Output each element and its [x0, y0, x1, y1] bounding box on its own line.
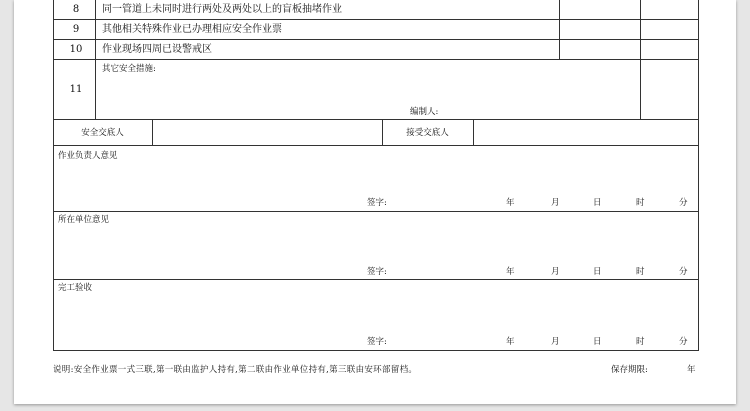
row-line [53, 211, 699, 212]
col-divider-confirm [559, 0, 560, 60]
measure-text: 作业现场四周已设警戒区 [102, 44, 212, 55]
table-right-border [698, 0, 699, 350]
safety-briefer-label: 安全交底人 [81, 128, 124, 138]
safety-briefer-field[interactable] [153, 121, 381, 144]
sign-label: 签字: [367, 267, 387, 277]
footer-note: 说明:安全作业票一式三联,第一联由监护人持有,第二联由作业单位持有,第三联由安环部留档。 [53, 365, 418, 375]
row-line [53, 145, 699, 146]
measure-text: 其他相关特殊作业已办理相应安全作业票 [102, 24, 282, 35]
other-measures-no: 11 [69, 84, 83, 95]
sections-left-border [53, 145, 54, 350]
minute-label: 分 [679, 267, 688, 277]
hour-label: 时 [636, 337, 645, 347]
measure-no: 8 [72, 4, 80, 15]
month-label: 月 [551, 267, 560, 277]
year-label: 年 [506, 198, 515, 208]
section-title: 作业负责人意见 [58, 151, 118, 161]
table-left-border [53, 0, 54, 120]
day-label: 日 [593, 198, 602, 208]
month-label: 月 [551, 337, 560, 347]
other-measures-label: 其它安全措施: [102, 64, 156, 74]
retention-label: 保存期限: [611, 365, 648, 375]
hour-label: 时 [636, 267, 645, 277]
section-title: 完工验收 [58, 283, 93, 293]
row-line [53, 39, 699, 40]
measure-no: 10 [69, 44, 83, 55]
sign-label: 签字: [367, 337, 387, 347]
hour-label: 时 [636, 198, 645, 208]
day-label: 日 [593, 337, 602, 347]
minute-label: 分 [679, 337, 688, 347]
section-title: 所在单位意见 [58, 215, 110, 225]
briefing-receiver-field[interactable] [474, 121, 697, 144]
row-line [53, 119, 699, 120]
measure-text: 同一管道上未同时进行两处及两处以上的盲板抽堵作业 [102, 4, 342, 15]
col-divider-no [95, 0, 96, 120]
row-line [53, 19, 699, 20]
month-label: 月 [551, 198, 560, 208]
row-line [53, 59, 699, 60]
row-line [53, 279, 699, 280]
retention-unit: 年 [687, 365, 696, 375]
sign-label: 签字: [367, 198, 387, 208]
table-bottom-border [53, 350, 699, 351]
minute-label: 分 [679, 198, 688, 208]
briefing-receiver-label: 接受交底人 [406, 128, 449, 138]
year-label: 年 [506, 267, 515, 277]
year-label: 年 [506, 337, 515, 347]
col-divider-check [640, 0, 641, 120]
measure-no: 9 [72, 24, 80, 35]
work-permit-sheet [14, 0, 736, 404]
editor-label: 编制人: [410, 107, 439, 117]
day-label: 日 [593, 267, 602, 277]
